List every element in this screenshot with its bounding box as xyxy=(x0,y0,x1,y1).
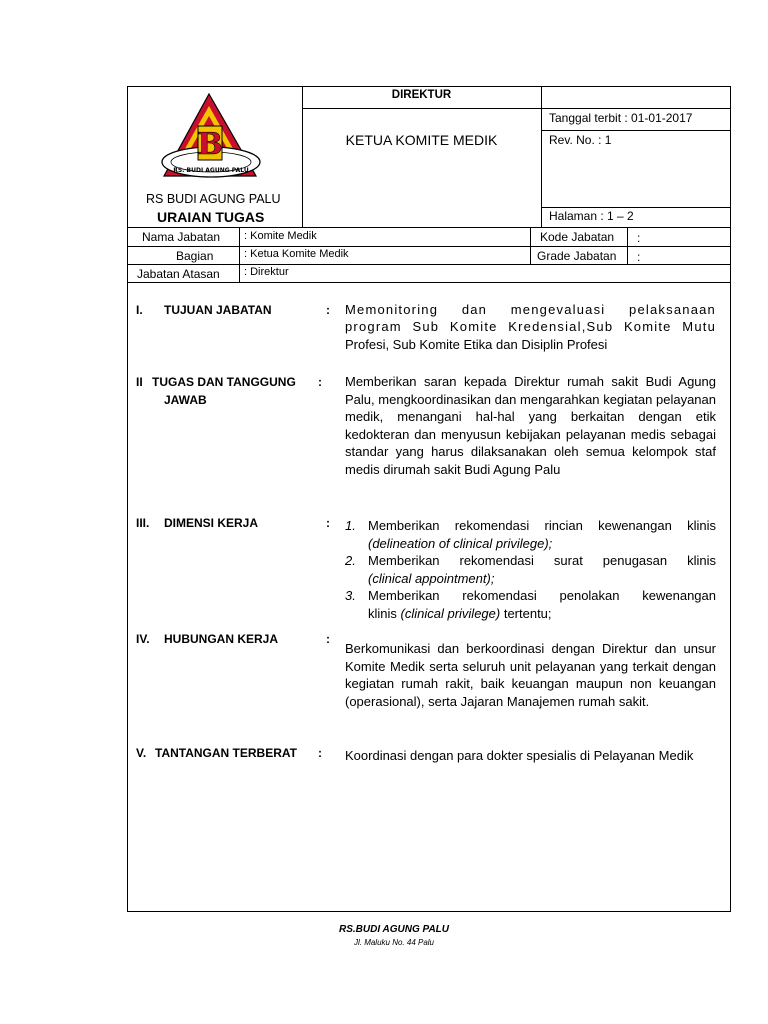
org-name: RS BUDI AGUNG PALU xyxy=(146,192,281,206)
info-divider-b xyxy=(530,227,531,264)
info-rule-1 xyxy=(127,246,731,247)
footer-name: RS.BUDI AGUNG PALU xyxy=(339,924,449,935)
section-3-colon: : xyxy=(326,516,330,530)
dimension-item-text: Memberikan rekomendasi rincian kewenangan klinis xyxy=(368,518,716,533)
header-rule-title xyxy=(302,108,541,109)
revision-number: Rev. No. : 1 xyxy=(549,133,612,147)
bagian-label: Bagian xyxy=(176,249,214,263)
section-4-number: IV. xyxy=(136,632,150,646)
dimension-list xyxy=(345,517,716,622)
kode-jabatan-value: : xyxy=(637,231,641,245)
grade-jabatan-value: : xyxy=(637,250,641,264)
section-2-text: Memberikan saran kepada Direktur rumah sakit Budi Agung Palu, mengkoordinasikan dan mengarahkan kegiatan pelayanan medik, menangani hal-hal yang berkaitan dengan etik kedokteran dan menyusun kebijakan pelayanan medis sebagai standar yang harus dilaksanakan oleh semua kelompok staf medis dirumah sakit Budi Agung Palu xyxy=(345,374,716,477)
svg-text:B: B xyxy=(197,127,223,162)
nama-jabatan-label: Nama Jabatan xyxy=(142,230,221,244)
nama-jabatan-value: : Komite Medik xyxy=(244,230,317,242)
section-5-text: Koordinasi dengan para dokter spesialis di Pelayanan Medik xyxy=(345,748,694,763)
section-1-title: TUJUAN JABATAN xyxy=(164,303,272,317)
main-title: KETUA KOMITE MEDIK xyxy=(345,132,498,148)
issue-date: Tanggal terbit : 01-01-2017 xyxy=(549,111,693,125)
svg-text:RS. BUDI AGUNG PALU: RS. BUDI AGUNG PALU xyxy=(173,167,249,174)
dimension-item xyxy=(345,587,716,622)
grade-jabatan-label: Grade Jabatan xyxy=(537,249,617,263)
section-3-number: III. xyxy=(136,516,150,530)
section-3-title: DIMENSI KERJA xyxy=(164,516,259,530)
dimension-item-text: Memberikan rekomendasi penolakan kewenangan xyxy=(368,588,716,603)
info-divider-c xyxy=(627,227,628,264)
top-label: DIREKTUR xyxy=(391,89,452,101)
section-1-line-1: Memonitoring dan mengevaluasi pelaksanaan xyxy=(345,302,716,317)
jabatan-atasan-value: : Direktur xyxy=(244,266,289,278)
section-4-text: Berkomunikasi dan berkoordinasi dengan Direktur dan unsur Komite Medik serta seluruh unit pelayanan yang terkait dengan kegiatan rumah rakit, baik keuangan maupun non keuangan (operasional), serta Jajaran Manajemen rumah sakit. xyxy=(345,641,716,709)
section-1-line-3: Profesi, Sub Komite Etika dan Disiplin Profesi xyxy=(345,337,608,352)
section-2-colon: : xyxy=(318,375,322,389)
header-rule-rev xyxy=(541,130,731,131)
info-rule-3 xyxy=(127,282,731,283)
section-2-title: TUGAS DAN TANGGUNG xyxy=(152,375,296,389)
doc-type-title: URAIAN TUGAS xyxy=(157,209,265,225)
info-divider-a xyxy=(239,227,240,282)
header-rule-page xyxy=(541,207,731,208)
section-2-title-line-2: JAWAB xyxy=(164,393,207,407)
section-1-number: I. xyxy=(136,303,143,317)
header-rule-bottom xyxy=(127,227,731,228)
section-5-colon: : xyxy=(318,746,322,760)
dimension-item-note: (delineation of clinical privilege); xyxy=(368,535,553,551)
dimension-item xyxy=(345,517,716,552)
section-4-colon: : xyxy=(326,632,330,646)
dimension-item-number: 1. xyxy=(345,518,356,533)
dimension-item-number: 2. xyxy=(345,553,356,568)
dimension-item-note: (clinical appointment); xyxy=(368,570,495,586)
dimension-item-note: klinis (clinical privilege) tertentu; xyxy=(368,605,552,621)
footer-address: Jl. Maluku No. 44 Palu xyxy=(353,938,435,947)
dimension-item-number: 3. xyxy=(345,588,356,603)
bagian-value: : Ketua Komite Medik xyxy=(244,248,349,260)
dimension-item xyxy=(345,552,716,587)
page-number: Halaman : 1 – 2 xyxy=(549,209,634,223)
dimension-item-text: Memberikan rekomendasi surat penugasan klinis xyxy=(368,553,716,568)
section-1-line-2: program Sub Komite Kredensial,Sub Komite Mutu xyxy=(345,319,716,334)
section-4-title: HUBUNGAN KERJA xyxy=(164,632,279,646)
section-5-number: V. xyxy=(136,746,147,760)
section-5-title: TANTANGAN TERBERAT xyxy=(155,746,297,760)
info-rule-2 xyxy=(127,264,731,265)
header-rule-date xyxy=(541,108,731,109)
jabatan-atasan-label: Jabatan Atasan xyxy=(137,267,220,281)
section-2-number: II xyxy=(136,375,143,389)
hospital-logo-icon xyxy=(157,90,265,186)
kode-jabatan-label: Kode Jabatan xyxy=(540,230,615,244)
section-1-colon: : xyxy=(326,303,330,317)
